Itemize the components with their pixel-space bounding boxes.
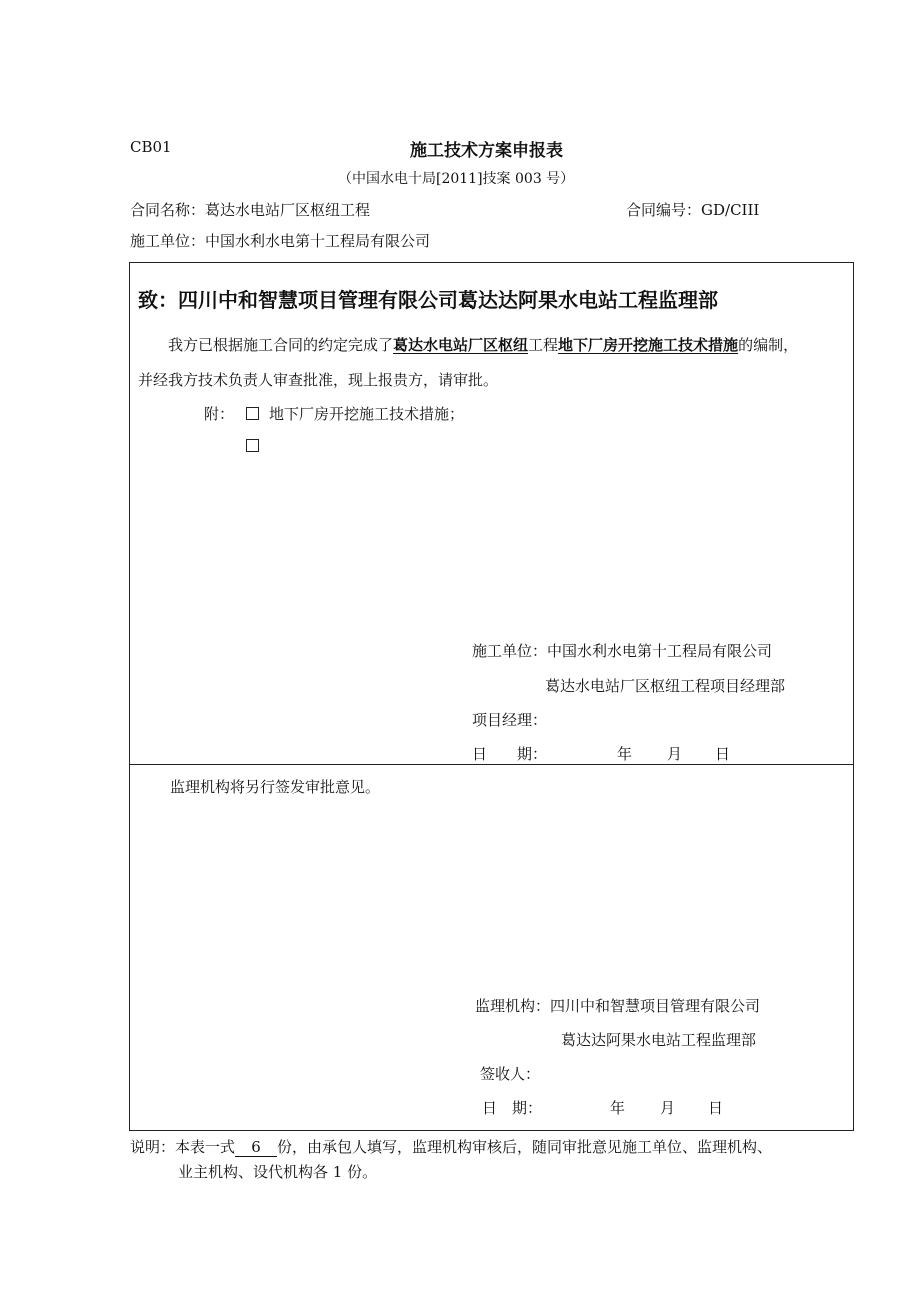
application-body-line2: 并经我方技术负责人审查批准，现上报贵方，请审批。 <box>138 371 499 389</box>
project-manager-label: 项目经理： <box>472 711 548 729</box>
contract-name-label: 合同名称： <box>130 201 206 219</box>
body-text: 的编制， <box>738 336 799 354</box>
supervision-date-year: 年 <box>610 1099 626 1117</box>
addressee: 致：四川中和智慧项目管理有限公司葛达达阿果水电站工程监理部 <box>138 288 718 312</box>
attachment-text: 地下厂房开挖施工技术措施； <box>269 405 465 423</box>
attachment-label: 附： <box>204 405 235 423</box>
checkbox-icon[interactable] <box>246 439 259 452</box>
application-date-day: 日 <box>715 745 731 763</box>
checkbox-icon[interactable] <box>246 407 259 420</box>
project-name: 葛达水电站厂区枢纽 <box>393 336 529 354</box>
footer-note-suffix: 份，由承包人填写，监理机构审核后，随同审批意见施工单位、监理机构、 <box>277 1138 773 1156</box>
signing-unit-label: 施工单位： <box>472 642 548 660</box>
document-number: （中国水电十局[2011]技案 003 号） <box>338 171 575 187</box>
form-code: CB01 <box>130 138 172 156</box>
supervision-date-day: 日 <box>708 1099 724 1117</box>
application-date-label: 日 期： <box>472 745 548 763</box>
contract-name-value: 葛达水电站厂区枢纽工程 <box>205 201 371 219</box>
signing-unit-value: 中国水利水电第十工程局有限公司 <box>547 642 773 660</box>
supervision-date-month: 月 <box>660 1099 676 1117</box>
contract-number-label: 合同编号： <box>626 201 702 219</box>
footer-note-prefix: 说明：本表一式 <box>130 1138 236 1156</box>
application-body-line1 <box>168 334 798 355</box>
contractor-row <box>130 230 430 251</box>
receiver-label: 签收人： <box>480 1065 541 1083</box>
footer-note-line2: 业主机构、设代机构各 1 份。 <box>178 1163 378 1181</box>
application-date-month: 月 <box>667 745 683 763</box>
contractor-label: 施工单位： <box>130 232 206 250</box>
contract-number-row <box>626 199 759 220</box>
supervision-org-value: 四川中和智慧项目管理有限公司 <box>550 997 761 1015</box>
supervision-org-row <box>475 995 760 1016</box>
form-title: 施工技术方案申报表 <box>410 141 563 161</box>
supervision-org-label: 监理机构： <box>475 997 551 1015</box>
copies-count: 6 <box>235 1138 277 1157</box>
footer-note-line1 <box>130 1136 772 1157</box>
attachment-item-1 <box>246 403 464 424</box>
supervision-department: 葛达达阿果水电站工程监理部 <box>561 1031 757 1049</box>
supervision-opinion: 监理机构将另行签发审批意见。 <box>170 778 381 796</box>
attachment-item-2 <box>246 437 269 455</box>
body-text: 工程 <box>528 336 559 354</box>
application-date-year: 年 <box>617 745 633 763</box>
signing-unit-row <box>472 640 772 661</box>
contract-name-row <box>130 199 370 220</box>
item-name: 地下厂房开挖施工技术措施 <box>558 336 739 354</box>
signing-department: 葛达水电站厂区枢纽工程项目经理部 <box>545 677 786 695</box>
contractor-value: 中国水利水电第十工程局有限公司 <box>205 232 431 250</box>
supervision-date-label: 日 期： <box>482 1099 543 1117</box>
contract-number-value: GD/CIII <box>701 201 760 219</box>
body-text: 我方已根据施工合同的约定完成了 <box>168 336 394 354</box>
